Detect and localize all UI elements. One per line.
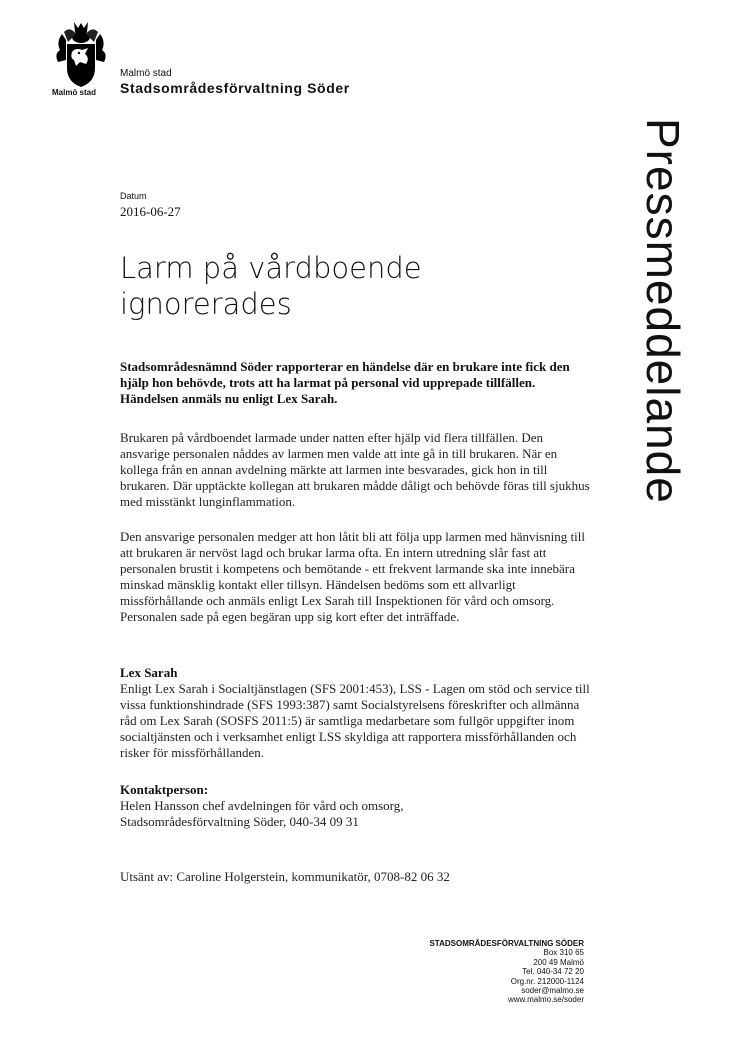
date-label: Datum [120, 191, 147, 201]
headline [120, 250, 520, 322]
logo-wordmark: Malmö stad [52, 88, 97, 97]
body-paragraph-2: Den ansvarige personalen medger att hon låtit bli att följa upp larmen med hänvisning till att brukaren är nervöst lagd och brukar larma ofta. En intern utredning slår fast att personalen brustit i kompetens och bemötande - ett frekvent larmande ska inte innebära minskad mänsklig kontakt eller tillsyn. Händelsen bedöms som ett allvarligt missförhållande och anmäls enligt Lex Sarah till Inspektionen för vård och omsorg. Personalen sade på egen begäran upp sig kort efter det inträffade. [120, 529, 585, 624]
footer-email-link[interactable]: soder@malmo.se [521, 986, 584, 996]
footer-web-link[interactable]: www.malmo.se/soder [507, 995, 584, 1005]
document-type-vertical-label [594, 118, 744, 558]
date-value: 2016-06-27 [120, 204, 181, 219]
lex-sarah-heading: Lex Sarah [120, 665, 178, 680]
sent-by: Utsänt av: Caroline Holgerstein, kommunikatör, 0708-82 06 32 [120, 869, 450, 884]
headline-line-1: Larm på vårdboende [120, 251, 422, 285]
footer-org-title: STADSOMRÅDESFÖRVALTNING SÖDER [429, 939, 584, 948]
footer-postal: 200 49 Malmö [533, 957, 584, 967]
contact-line-2: Stadsområdesförvaltning Söder, 040-34 09 31 [120, 814, 359, 829]
contact-line-1: Helen Hansson chef avdelningen för vård och omsorg, [120, 798, 404, 813]
headline-line-2: ignorerades [120, 287, 292, 321]
footer-box: Box 310 65 [543, 948, 584, 958]
document-type-text: Pressmeddelande [637, 118, 689, 504]
contact-heading: Kontaktperson: [120, 782, 209, 797]
lex-sarah-text: Enligt Lex Sarah i Socialtjänstlagen (SFS 2001:453), LSS - Lagen om stöd och service till vissa funktionshindrade (SFS 1993:387) samt Socialstyrelsens föreskrifter och allmänna råd om Lex Sarah (SOSFS 2011:5) är samtliga medarbetare som fullgör uppgifter inom socialtjänsten och i verksamhet enligt LSS skyldiga att rapportera missförhållanden och risker för missförhållanden. [120, 681, 590, 760]
footer-tel: Tel. 040-34 72 20 [522, 967, 584, 977]
lead-paragraph: Stadsområdesnämnd Söder rapporterar en händelse där en brukare inte fick den hjälp hon behövde, trots att ha larmat på personal vid upprepade tillfällen. Händelsen anmäls nu enligt Lex Sarah. [120, 359, 570, 406]
malmo-coat-of-arms-logo [52, 20, 110, 98]
footer-address-block [380, 939, 584, 1005]
org-name: Stadsområdesförvaltning Söder [120, 80, 350, 96]
contact-details [120, 798, 590, 830]
org-city: Malmö stad [120, 68, 172, 79]
footer-orgnr: Org.nr. 212000-1124 [510, 976, 584, 986]
body-paragraph-1: Brukaren på vårdboendet larmade under natten efter hjälp vid flera tillfällen. Den ansvarige personalen nåddes av larmen men valde att inte gå in till brukaren. När en kollega från en annan avdelning märkte att larmen inte besvarades, gick hon in till brukaren. Där upptäckte kollegan att brukaren mådde dåligt och behövde föras till sjukhus med misstänkt lunginflammation. [120, 430, 590, 509]
